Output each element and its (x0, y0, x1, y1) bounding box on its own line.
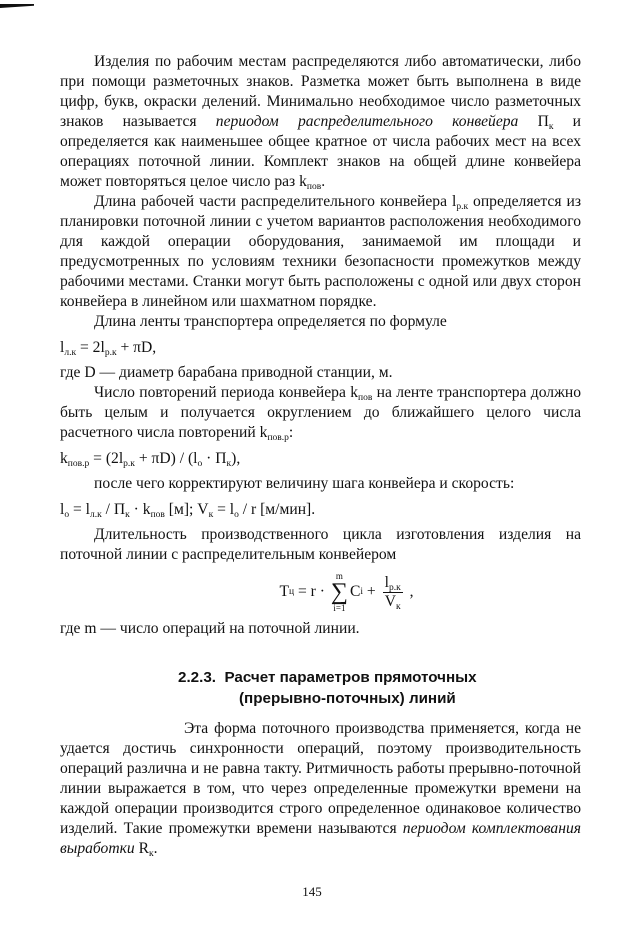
paragraph-9: Эта форма поточного производства применяется, когда не удается достичь синхронности операций, поэтому производительность операций различна и не равна такту. Ритмичность работы прерывно-поточной линии выражается в том, что через определенные промежутки времени на каждой операции производится строго определенное одинаковое количество изделий. Такие промежутки времени называются периодом комплектования выработки $R_к$. (60, 720, 581, 859)
summation-sign: m ∑ i=1 (330, 571, 348, 613)
formula-cycle-duration: Т ц = r · m ∑ i=1 C i + $\frac{l_{р.к}}{V_к}$ , (279, 571, 414, 613)
paragraph-8: где m — число операций на поточной линии. (60, 620, 360, 637)
formula-repetitions: $k_{пов.р} = (2l_{р.к} + \pi D) / (l_о \cdot П_к)$, (60, 450, 241, 469)
fraction: $\frac{l_{р.к}}{V_к}$ (384, 573, 401, 612)
page-body (60, 52, 581, 859)
formula-step-speed: $l_о = l_{л.к} / П_к \cdot k_{пов}$ [м]; $V_к = l_о / r$ [м/мин]. (60, 501, 316, 520)
page-corner-mark (0, 4, 34, 8)
paragraph-6: после чего корректируют величину шага конвейера и скорость: (94, 475, 515, 492)
paragraph-4: где D — диаметр барабана приводной станции, м. (60, 364, 393, 381)
page-number: 145 (302, 884, 322, 899)
paragraph-1: Изделия по рабочим местам распределяются либо автоматически, либо при помощи разметочных знаков. Разметка может быть выполнена в виде цифр, букв, окраски делений. Минимально необходимое число разметочных знаков называется периодом распределительного конвейера $П_к$ и определяется как наименьшее общее кратное от числа рабочих мест на всех операциях поточной линии. Комплект знаков на общей длине конвейера может повторяться целое число раз $k_{пов}$. (60, 53, 582, 192)
term-completion-period: периодом комплектования выработки (60, 820, 581, 857)
paragraph-3: Длина ленты транспортера определяется по формуле (94, 313, 447, 330)
formula-belt-length: $l_{л.к} = 2l_{р.к} + \pi D$, (60, 339, 157, 358)
paragraph-7: Длительность производственного цикла изготовления изделия на поточной линии с распределительным конвейером (60, 526, 581, 563)
paragraph-2: Длина рабочей части распределительного конвейера $l_{р.к}$ определяется из планировки поточной линии с учетом вариантов расположения необходимого для каждой операции оборудования, занимаемой им площади и предусмотренных по условиям техники безопасности промежутков между рабочими местами. Станки могут быть расположены с одной или двух сторон конвейера в линейном или шахматном порядке. (60, 193, 581, 310)
term-distribution-period: периодом распределительного конвейера (215, 113, 519, 130)
paragraph-5: Число повторений периода конвейера $k_{пов}$ на ленте транспортера должно быть целым и получается округлением до ближайшего целого числа расчетного числа повторений $k_{пов.р}$: (60, 384, 581, 443)
section-heading: 2.2.3. Расчет параметров прямоточных (прерывно-поточных) линий (178, 669, 477, 707)
